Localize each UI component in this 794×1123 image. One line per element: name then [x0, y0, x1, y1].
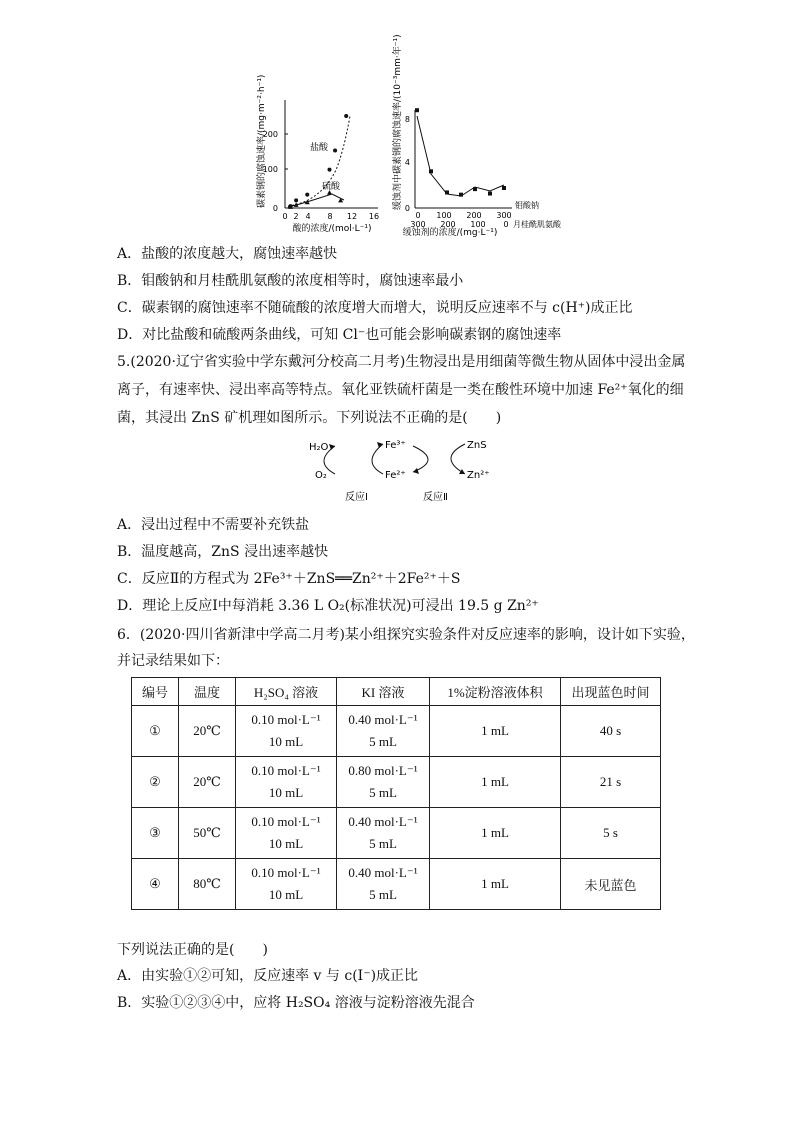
ki-conc: 0.80 mol·L⁻¹ [348, 763, 418, 778]
ki-vol: 5 mL [369, 734, 397, 749]
q4-option-d: D．对比盐酸和硫酸两条曲线，可知 Cl⁻也可能会影响碳素钢的腐蚀速率 [117, 327, 562, 343]
row-time: 21 s [561, 757, 661, 808]
left-xtick-16: 16 [368, 212, 380, 221]
header-h2so4: H₂SO₄ 溶液 [236, 678, 337, 706]
row-ki [337, 706, 430, 757]
left-ytick-100: 100 [262, 165, 278, 174]
q6-option-a: A．由实验①②可知，反应速率 v 与 c(I⁻)成正比 [117, 968, 419, 984]
ki-vol: 5 mL [369, 836, 397, 851]
header-time: 出现蓝色时间 [561, 678, 661, 706]
right-xtick-top-0: 0 [415, 211, 421, 220]
hcl-point [328, 168, 332, 172]
right-legend-bottom: 月桂酰肌氨酸 [513, 220, 561, 229]
hcl-point [333, 149, 337, 153]
o2-label: O₂ [315, 470, 327, 481]
row-temp: 50℃ [179, 808, 236, 859]
inhibitor-point [415, 108, 419, 112]
row-starch: 1 mL [430, 808, 561, 859]
left-y-axis-label: 碳素钢的腐蚀速率/(mg·m⁻²·h⁻¹) [257, 74, 267, 208]
h2so4-conc: 0.10 mol·L⁻¹ [251, 712, 321, 727]
left-xtick-8: 8 [327, 212, 333, 221]
row-ki [337, 757, 430, 808]
q4-option-c: C．碳素钢的腐蚀速率不随硫酸的浓度增大而增大，说明反应速率不与 c(H⁺)成正比 [117, 300, 633, 316]
header-id: 编号 [132, 678, 179, 706]
table-row [132, 859, 661, 910]
row-id: ③ [132, 808, 179, 859]
right-y-axis-label: 缓蚀剂中碳素钢的腐蚀速率/(10⁻³mm·年⁻¹) [393, 34, 403, 210]
ki-conc: 0.40 mol·L⁻¹ [348, 814, 418, 829]
right-ytick-8: 8 [404, 115, 410, 124]
q4-option-a: A．盐酸的浓度越大，腐蚀速率越快 [117, 246, 338, 262]
row-h2so4 [236, 706, 337, 757]
right-xtick-top-200: 200 [466, 211, 482, 220]
ki-conc: 0.40 mol·L⁻¹ [348, 712, 418, 727]
right-xtick-bottom-200: 200 [440, 220, 456, 229]
h2so4-vol: 10 mL [268, 836, 304, 851]
q5-option-a: A．浸出过程中不需要补充铁盐 [117, 517, 310, 533]
left-chart [255, 75, 379, 234]
right-xtick-top-300: 300 [496, 211, 512, 220]
reaction1-arc-right [372, 444, 383, 474]
reaction2-arc-left [413, 446, 428, 472]
row-starch: 1 mL [430, 859, 561, 910]
h2so4-series-label: 硫酸 [322, 182, 341, 192]
row-h2so4 [236, 859, 337, 910]
header-ki: KI 溶液 [337, 678, 430, 706]
ki-vol: 5 mL [369, 785, 397, 800]
row-temp: 20℃ [179, 706, 236, 757]
q5-option-b: B．温度越高，ZnS 浸出速率越快 [117, 544, 329, 560]
q5-stem-line3: 菌，其浸出 ZnS 矿机理如图所示。下列说法不正确的是( ) [117, 410, 502, 426]
inhibitor-point [473, 187, 477, 191]
q6-stem-line2: 并记录结果如下： [117, 653, 229, 669]
row-h2so4 [236, 757, 337, 808]
h2so4-vol: 10 mL [268, 887, 304, 902]
right-ytick-0: 0 [404, 204, 410, 213]
header-temp: 温度 [179, 678, 236, 706]
reaction1-label: 反应Ⅰ [345, 492, 368, 503]
left-xtick-12: 12 [346, 212, 358, 221]
right-xtick-bottom-0: 0 [503, 220, 509, 229]
q4-option-b: B．钼酸钠和月桂酰肌氨酸的浓度相等时，腐蚀速率最小 [117, 273, 464, 289]
zns-label: ZnS [467, 440, 487, 451]
bioleaching-diagram [305, 436, 505, 506]
corrosion-figure [250, 34, 561, 238]
ki-conc: 0.40 mol·L⁻¹ [348, 865, 418, 880]
inhibitor-point [488, 192, 492, 196]
reaction2-arc-right [451, 444, 465, 474]
row-ki [337, 859, 430, 910]
h2so4-point [338, 198, 343, 203]
row-ki [337, 808, 430, 859]
row-temp: 20℃ [179, 757, 236, 808]
row-temp: 80℃ [179, 859, 236, 910]
ki-vol: 5 mL [369, 887, 397, 902]
left-xtick-4: 4 [305, 212, 311, 221]
row-id: ④ [132, 859, 179, 910]
hcl-curve [288, 116, 350, 206]
left-x-axis-label: 酸的浓度/(mol·L⁻¹) [292, 224, 372, 234]
left-ytick-0: 0 [272, 204, 278, 213]
header-starch: 1%淀粉溶液体积 [430, 678, 561, 706]
inhibitor-point [445, 190, 449, 194]
q6-option-b: B．实验①②③④中，应将 H₂SO₄ 溶液与淀粉溶液先混合 [117, 995, 475, 1011]
row-time: 40 s [561, 706, 661, 757]
row-time: 5 s [561, 808, 661, 859]
h2so4-conc: 0.10 mol·L⁻¹ [251, 763, 321, 778]
reaction2-zn-arrowhead [459, 469, 465, 474]
row-starch: 1 mL [430, 757, 561, 808]
h2so4-conc: 0.10 mol·L⁻¹ [251, 865, 321, 880]
right-xtick-bottom-300: 300 [410, 220, 426, 229]
q6-stem-line1: 6．(2020·四川省新津中学高二月考)某小组探究实验条件对反应速率的影响，设计如下实验， [117, 627, 695, 643]
right-chart [391, 34, 562, 238]
hcl-series-label: 盐酸 [310, 143, 329, 153]
q6-prompt: 下列说法正确的是( ) [117, 942, 268, 958]
left-ytick-200: 200 [262, 130, 278, 139]
right-xtick-top-100: 100 [436, 211, 452, 220]
row-starch: 1 mL [430, 706, 561, 757]
row-time: 未见蓝色 [561, 859, 661, 910]
reaction2-arrowhead [413, 468, 419, 474]
hcl-point [294, 198, 298, 202]
table-row [132, 757, 661, 808]
table-row [132, 808, 661, 859]
right-ytick-4: 4 [404, 158, 410, 167]
right-x-axis-label: 缓蚀剂的浓度/(mg·L⁻¹) [402, 228, 498, 238]
reaction2-label: 反应Ⅱ [423, 492, 448, 503]
left-xtick-2: 2 [293, 212, 299, 221]
row-id: ① [132, 706, 179, 757]
table-header-row [132, 678, 661, 706]
q5-stem-line2: 离子，有速率快、浸出率高等特点。氧化亚铁硫杆菌是一类在酸性环境中加速 Fe²⁺氧化的细 [117, 382, 684, 398]
fe2-label: Fe²⁺ [385, 470, 406, 481]
row-h2so4 [236, 808, 337, 859]
hcl-point [344, 114, 348, 118]
row-id: ② [132, 757, 179, 808]
inhibitor-point [459, 193, 463, 197]
h2so4-vol: 10 mL [268, 785, 304, 800]
inhibitor-point [502, 186, 506, 190]
table-row [132, 706, 661, 757]
inhibitor-point [429, 169, 433, 173]
zn2-label: Zn²⁺ [467, 470, 490, 481]
left-xtick-0: 0 [282, 212, 288, 221]
right-xtick-bottom-100: 100 [470, 220, 486, 229]
experiment-table [131, 677, 661, 910]
q5-option-d: D．理论上反应Ⅰ中每消耗 3.36 L O₂(标准状况)可浸出 19.5 g Zn²⁺ [117, 598, 539, 614]
q5-option-c: C．反应Ⅱ的方程式为 2Fe³⁺＋ZnS══Zn²⁺＋2Fe²⁺＋S [117, 571, 461, 587]
h2so4-vol: 10 mL [268, 734, 304, 749]
right-legend-top: 钼酸钠 [515, 201, 539, 210]
h2o-label: H₂O [309, 442, 329, 453]
fe3-label: Fe³⁺ [385, 440, 406, 451]
inhibitor-curve [417, 116, 504, 196]
q5-stem-line1: 5.(2020·辽宁省实验中学东戴河分校高二月考)生物浸出是用细菌等微生物从固体中浸出金属 [117, 354, 686, 370]
h2so4-conc: 0.10 mol·L⁻¹ [251, 814, 321, 829]
hcl-point [305, 193, 309, 197]
